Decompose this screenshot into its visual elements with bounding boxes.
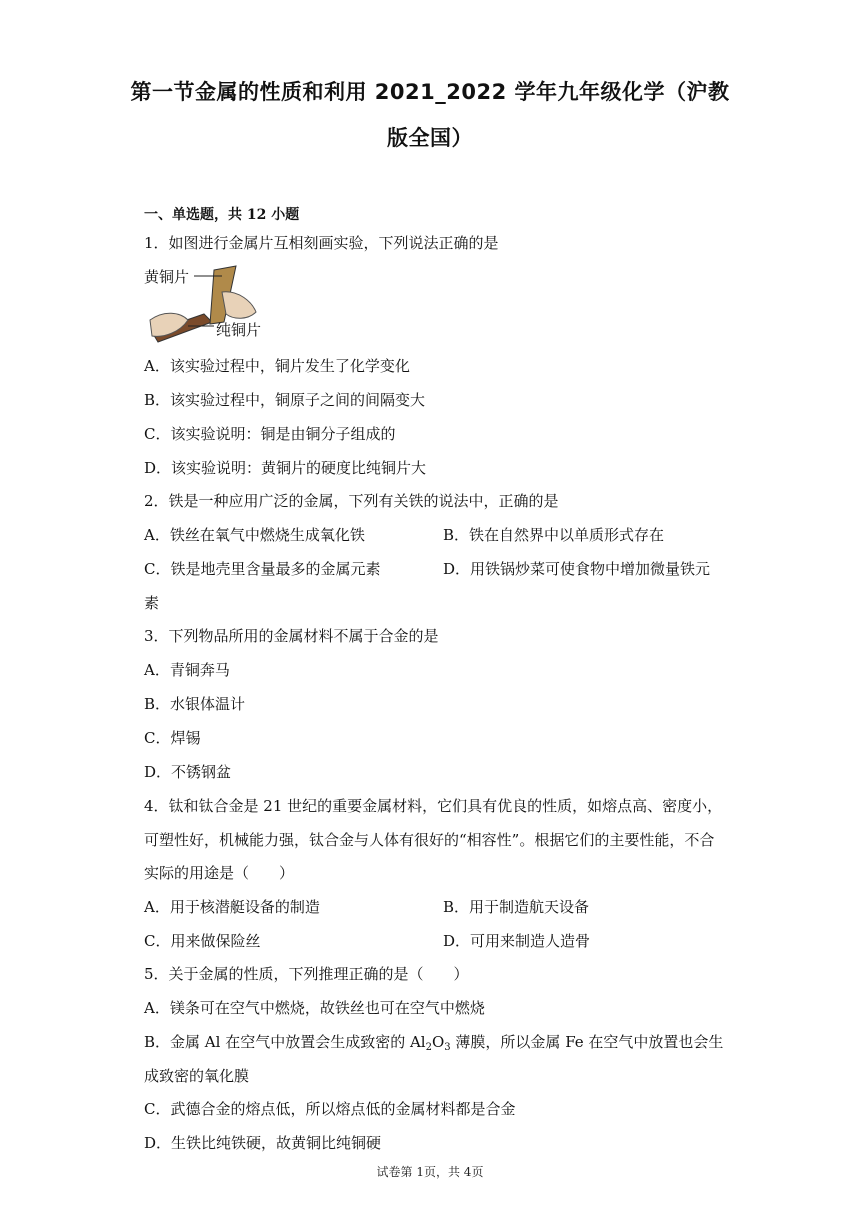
q5-option-d: D．生铁比纯铁硬，故黄铜比纯铜硬 (144, 1134, 382, 1152)
q5-option-b (144, 1031, 723, 1053)
q5-option-b-continuation: 成致密的氧化膜 (144, 1067, 250, 1085)
q4-stem-line2: 可塑性好，机械能力强，钛合金与人体有很好的“相容性”。根据它们的主要性能，不合 (144, 831, 715, 849)
q2-option-d: D．用铁锅炒菜可使食物中增加微量铁元 (443, 560, 711, 578)
page-title-line2: 版全国） (387, 126, 473, 150)
q2-option-a: A．铁丝在氧气中燃烧生成氧化铁 (144, 526, 365, 544)
q4-option-c: C．用来做保险丝 (144, 932, 261, 950)
q4-option-a: A．用于核潜艇设备的制造 (144, 898, 320, 916)
page-footer: 试卷第 1页，共 4页 (376, 1165, 484, 1179)
q5-option-b-text-2: 薄膜，所以金属 Fe 在空气中放置也会生 (450, 1033, 724, 1051)
pure-copper-label: 纯铜片 (216, 321, 262, 339)
q2-option-c: C．铁是地壳里含量最多的金属元素 (144, 560, 381, 578)
q5-stem: 5．关于金属的性质，下列推理正确的是（ ） (144, 965, 469, 983)
q4-option-b: B．用于制造航天设备 (443, 898, 590, 916)
section-heading: 一、单选题，共 12 小题 (144, 207, 300, 223)
q1-option-b: B．该实验过程中，铜原子之间的间隔变大 (144, 391, 426, 409)
q2-option-d-continuation: 素 (144, 594, 160, 612)
q5-option-b-subscript-1: 2 (425, 1042, 432, 1053)
q1-option-c: C．该实验说明：铜是由铜分子组成的 (144, 425, 396, 443)
q3-option-d: D．不锈钢盆 (144, 763, 232, 781)
q2-stem: 2．铁是一种应用广泛的金属，下列有关铁的说法中，正确的是 (144, 492, 559, 510)
q5-option-b-text-mid: O (431, 1033, 445, 1051)
q4-option-d: D．可用来制造人造骨 (443, 932, 591, 950)
q2-option-b: B．铁在自然界中以单质形式存在 (443, 526, 665, 544)
q5-option-b-subscript-2: 3 (444, 1042, 451, 1053)
brass-label: 黄铜片 (144, 268, 190, 286)
q5-option-c: C．武德合金的熔点低，所以熔点低的金属材料都是合金 (144, 1100, 516, 1118)
q3-option-b: B．水银体温计 (144, 695, 246, 713)
q1-option-a: A．该实验过程中，铜片发生了化学变化 (144, 357, 410, 375)
q5-option-a: A．镁条可在空气中燃烧，故铁丝也可在空气中燃烧 (144, 999, 485, 1017)
q4-stem-line1: 4．钛和钛合金是 21 世纪的重要金属材料，它们具有优良的性质，如熔点高、密度小， (144, 797, 723, 815)
q3-option-c: C．焊锡 (144, 729, 201, 747)
page-title-line1: 第一节金属的性质和利用 2021_2022 学年九年级化学（沪教 (130, 80, 730, 104)
q3-option-a: A．青铜奔马 (144, 661, 230, 679)
q1-option-d: D．该实验说明：黄铜片的硬度比纯铜片大 (144, 459, 427, 477)
brass-copper-scratch-figure (144, 262, 274, 350)
q5-option-b-text-1: B．金属 Al 在空气中放置会生成致密的 Al (144, 1033, 426, 1051)
q1-stem: 1．如图进行金属片互相刻画实验，下列说法正确的是 (144, 234, 499, 252)
q3-stem: 3．下列物品所用的金属材料不属于合金的是 (144, 627, 439, 645)
q4-stem-line3: 实际的用途是（ ） (144, 864, 295, 882)
